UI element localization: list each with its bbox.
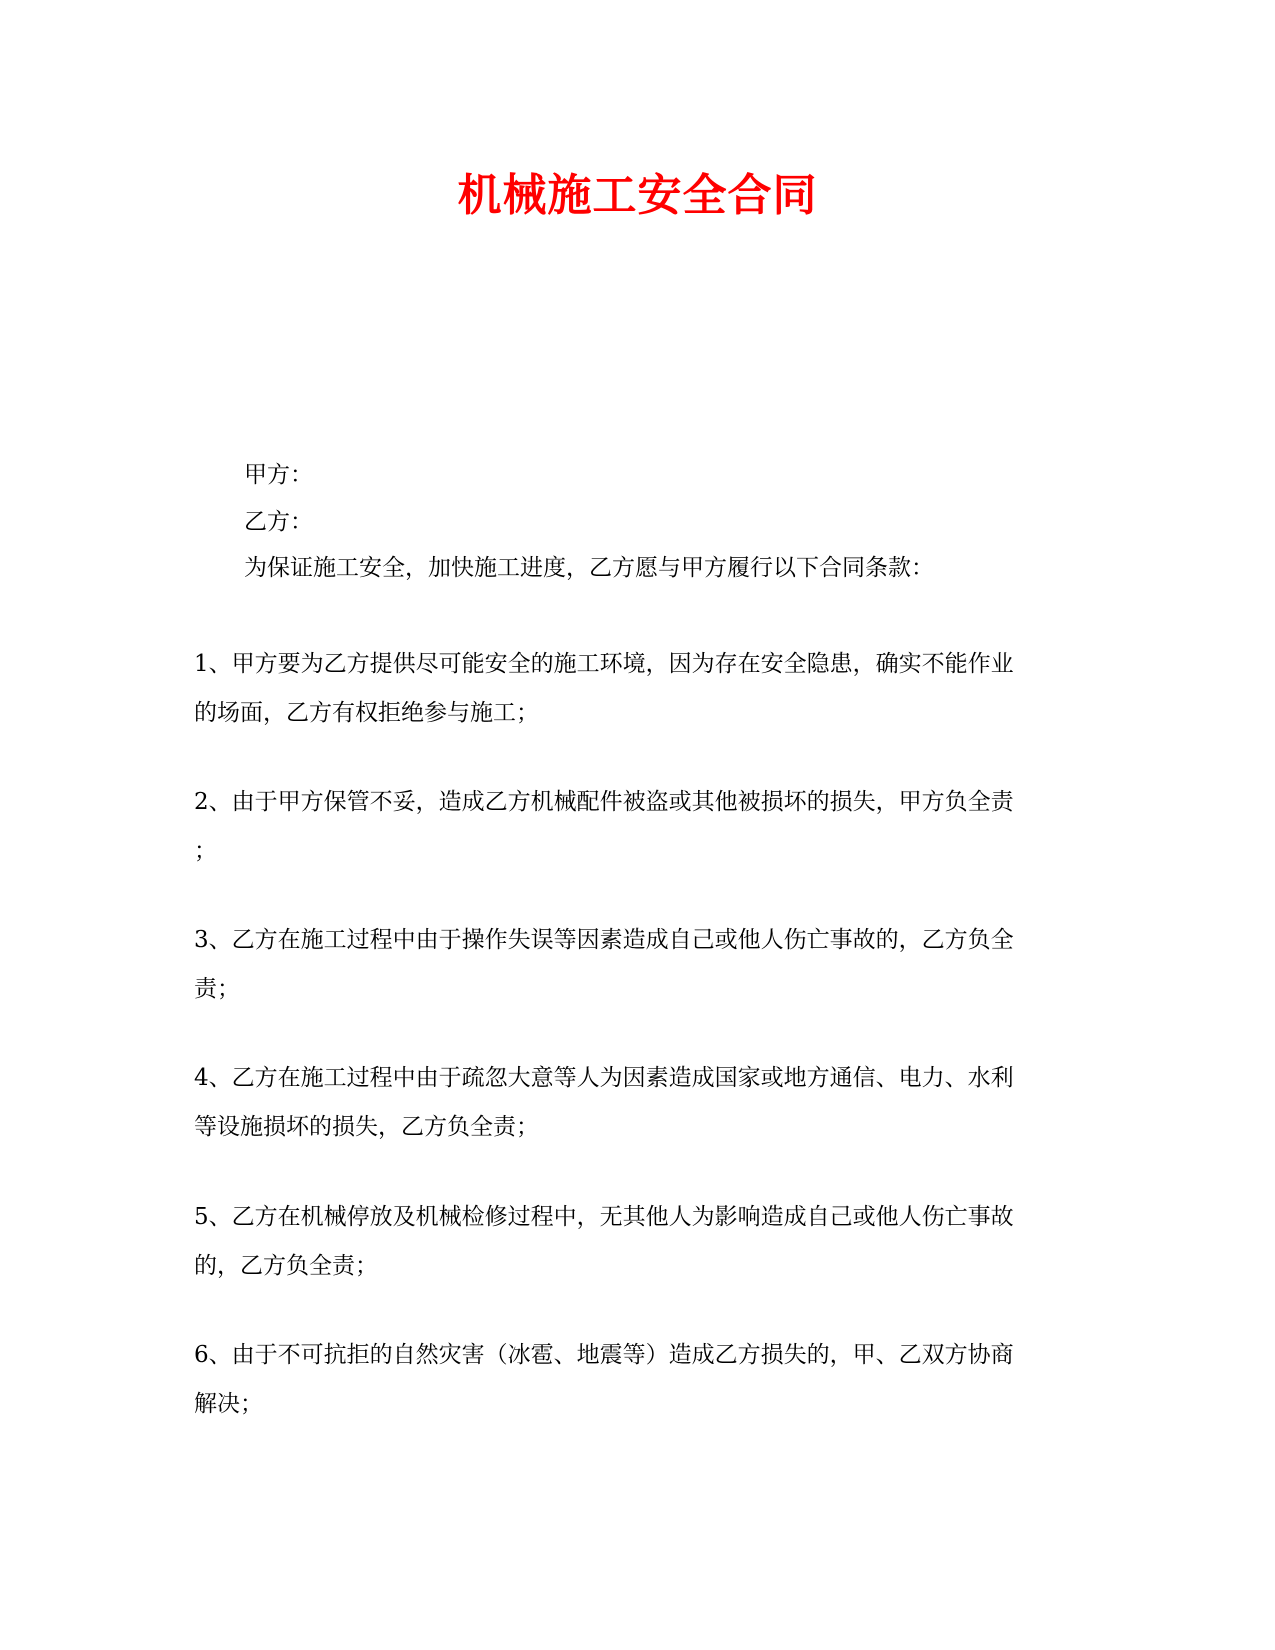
clause-4 (194, 1054, 1084, 1152)
clause-1-line-2: 的场面，乙方有权拒绝参与施工； (194, 700, 539, 726)
clause-2-line-1: 2、由于甲方保管不妥，造成乙方机械配件被盗或其他被损坏的损失，甲方负全责 (194, 789, 1014, 815)
clause-3 (194, 916, 1084, 1014)
clause-2 (194, 778, 1084, 876)
clause-6-line-1: 6、由于不可抗拒的自然灾害（冰雹、地震等）造成乙方损失的，甲、乙双方协商 (194, 1342, 1014, 1368)
document-title: 机械施工安全合同 (457, 170, 818, 221)
clause-1 (194, 640, 1084, 738)
party-b-label: 乙方： (244, 509, 313, 535)
clause-6-line-2: 解决； (194, 1391, 263, 1417)
party-a-label: 甲方： (244, 462, 313, 488)
clause-4-line-2: 等设施损坏的损失，乙方负全责； (194, 1114, 539, 1140)
clause-4-line-1: 4、乙方在施工过程中由于疏忽大意等人为因素造成国家或地方通信、电力、水利 (194, 1065, 1014, 1091)
clause-6 (194, 1331, 1084, 1429)
clause-1-line-1: 1、甲方要为乙方提供尽可能安全的施工环境，因为存在安全隐患，确实不能作业 (194, 651, 1014, 677)
clause-3-line-1: 3、乙方在施工过程中由于操作失误等因素造成自己或他人伤亡事故的，乙方负全 (194, 927, 1014, 953)
clause-3-line-2: 责； (194, 976, 240, 1002)
clause-2-line-2: ； (194, 838, 217, 864)
clause-5-line-2: 的，乙方负全责； (194, 1253, 378, 1279)
clause-5-line-1: 5、乙方在机械停放及机械检修过程中，无其他人为影响造成自己或他人伤亡事故 (194, 1204, 1014, 1230)
clause-5 (194, 1193, 1084, 1291)
intro-paragraph: 为保证施工安全，加快施工进度，乙方愿与甲方履行以下合同条款： (244, 555, 934, 581)
